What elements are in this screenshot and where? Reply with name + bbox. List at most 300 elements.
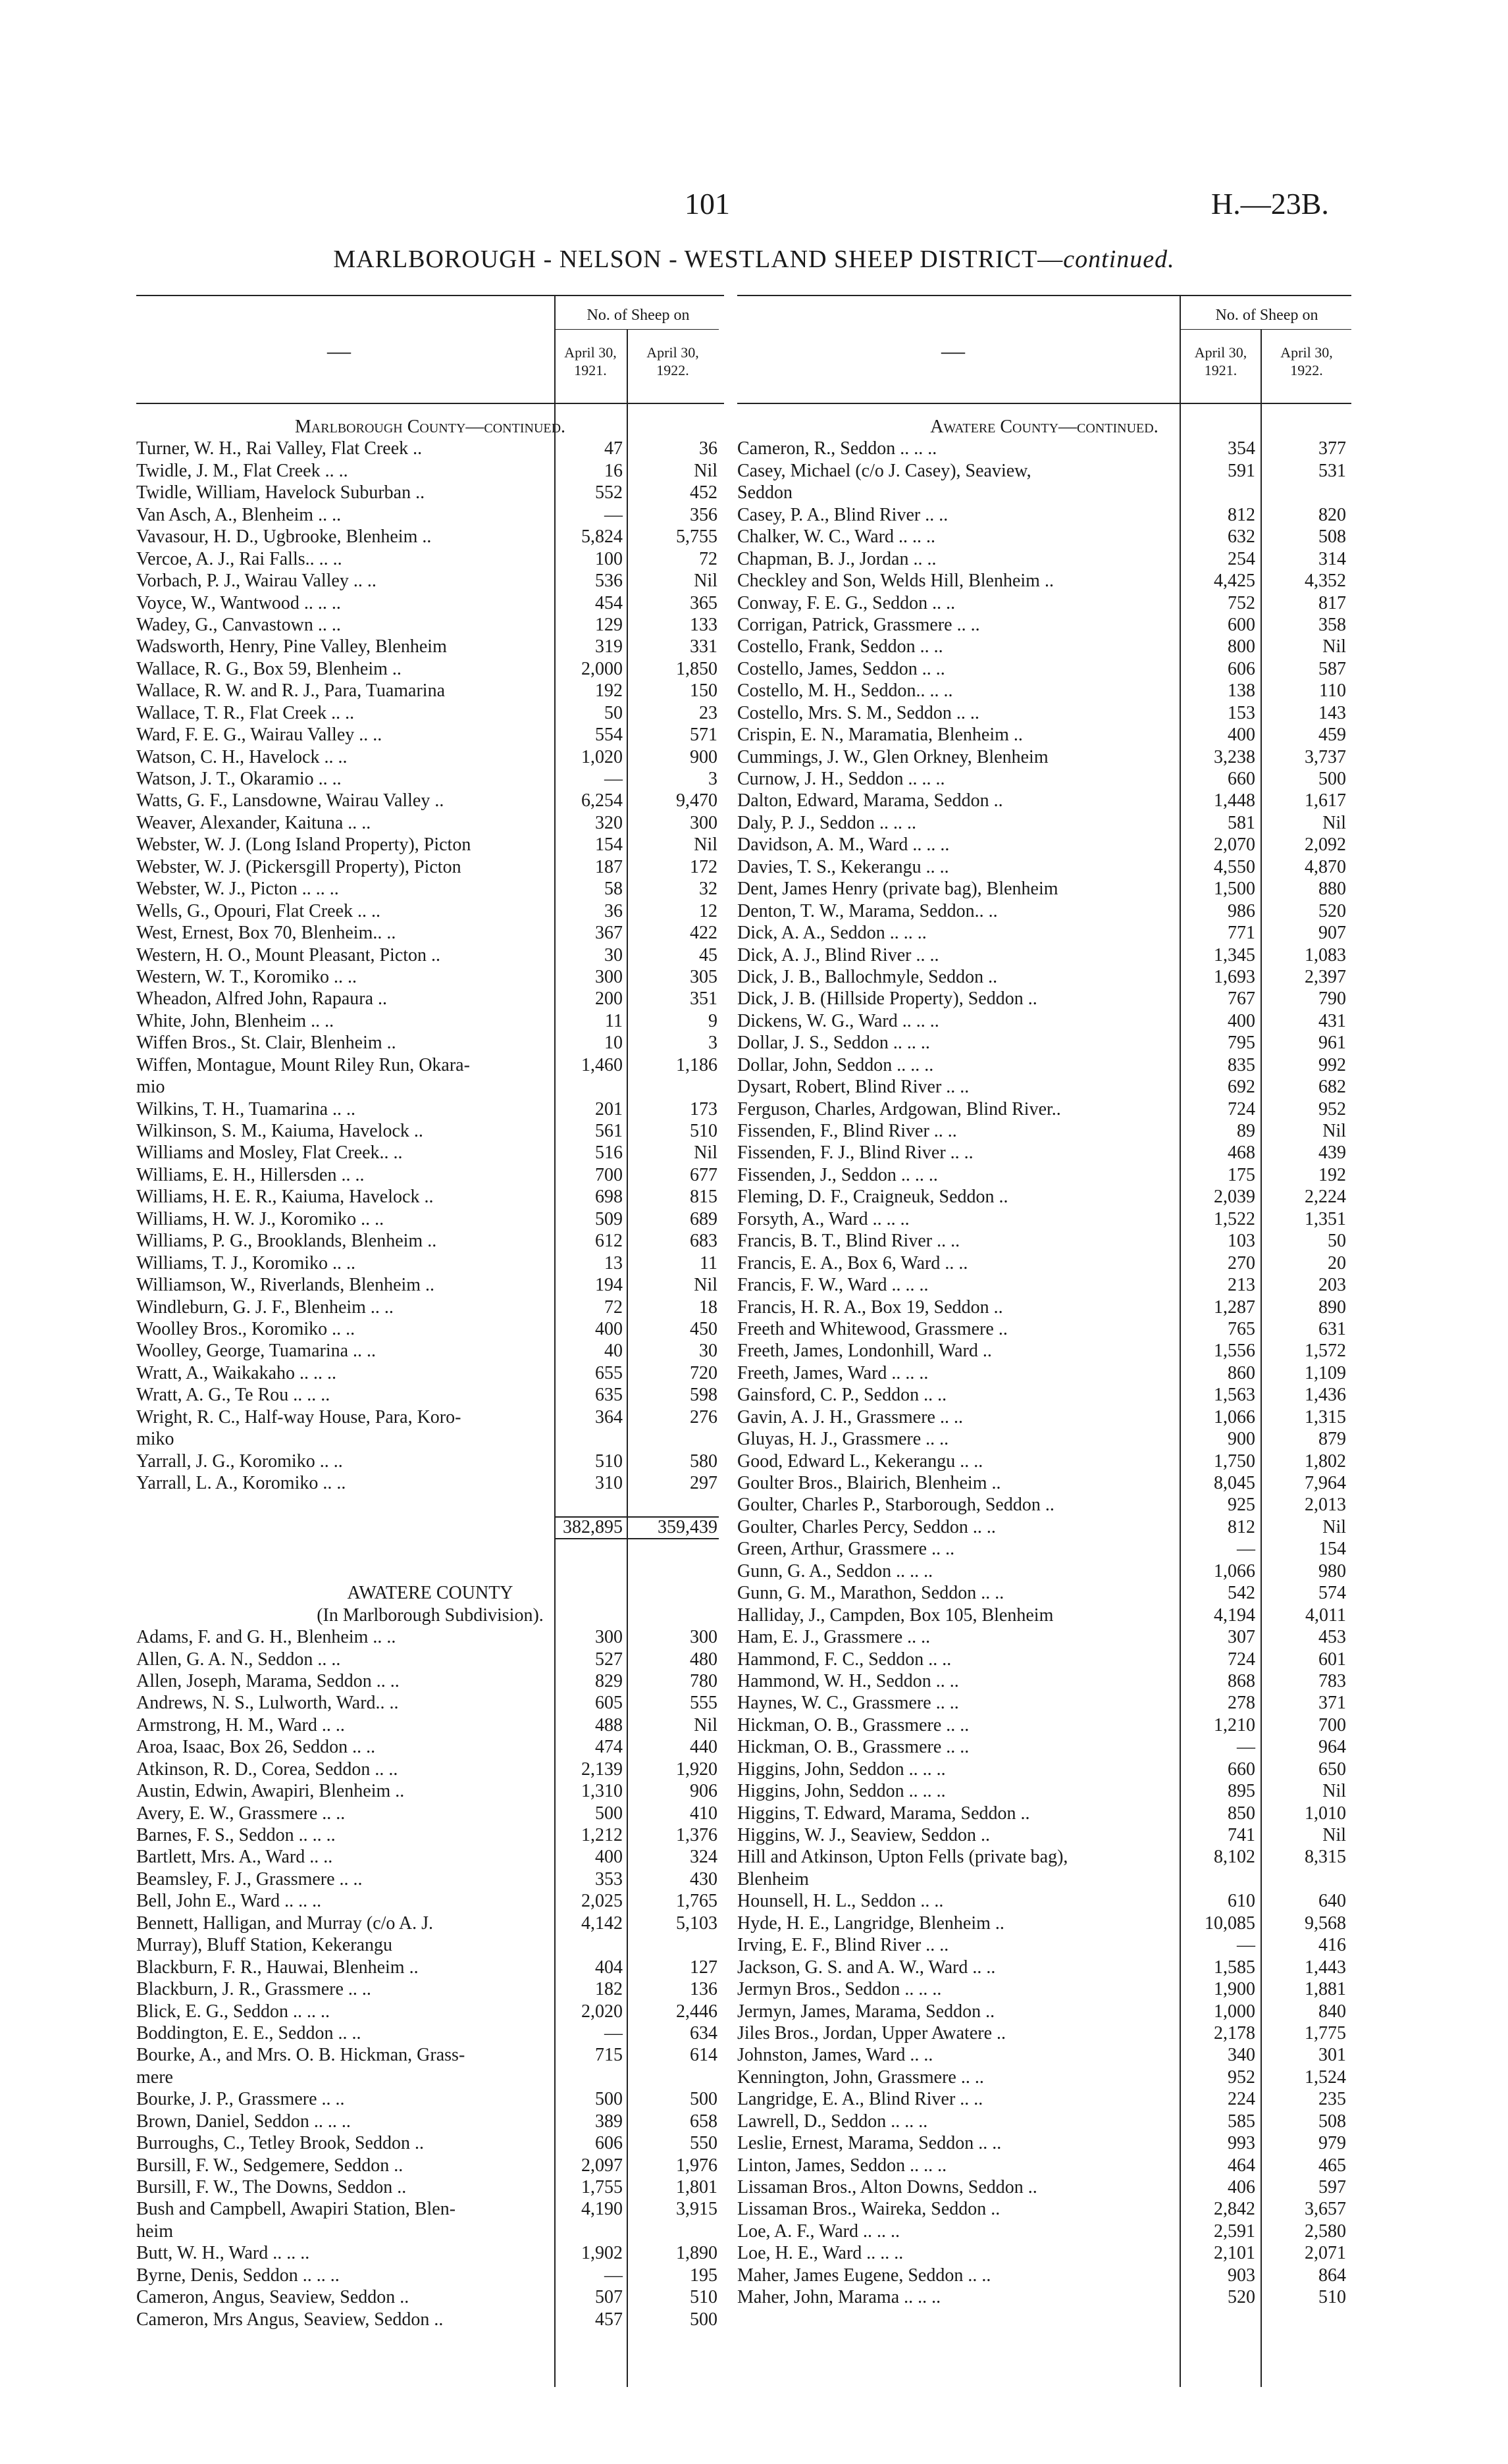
sheep-1921: 201 <box>595 1098 623 1119</box>
owner-name: Dickens, W. G., Ward .. .. .. <box>737 1010 939 1031</box>
table-row <box>136 570 724 592</box>
owner-name: Wheadon, Alfred John, Rapaura .. <box>136 988 387 1010</box>
table-row <box>737 1054 1351 1076</box>
owner-name: Gainsford, C. P., Seddon .. .. <box>737 1385 947 1406</box>
table-row <box>136 1626 724 1648</box>
left-table <box>136 295 724 2387</box>
table-row <box>136 1054 724 1076</box>
sheep-1921: 454 <box>595 592 623 613</box>
owner-name: Chapman, B. J., Jordan .. .. <box>737 548 937 569</box>
sheep-1922: 301 <box>1318 2045 1346 2066</box>
sheep-1921: 516 <box>595 1142 623 1164</box>
sheep-1922: 192 <box>1318 1164 1346 1185</box>
sheep-1921: 4,194 <box>1214 1604 1255 1626</box>
sheep-1921: 16 <box>604 460 623 481</box>
owner-name: Higgins, John, Seddon .. .. .. <box>737 1781 946 1802</box>
sheep-1921: 585 <box>1228 2111 1255 2132</box>
owner-name: Dollar, John, Seddon .. .. .. <box>737 1054 934 1075</box>
sheep-1922: 1,436 <box>1305 1385 1346 1406</box>
owner-name: Goulter, Charles Percy, Seddon .. .. <box>737 1516 996 1537</box>
sheep-1922: 906 <box>690 1781 717 1802</box>
sheep-1921: 400 <box>1228 725 1255 746</box>
table-row <box>136 966 724 988</box>
sheep-1921: 2,039 <box>1214 1187 1255 1208</box>
owner-name: Byrne, Denis, Seddon .. .. .. <box>136 2265 340 2286</box>
table-row <box>136 460 724 482</box>
owner-name: Hickman, O. B., Grassmere .. .. <box>737 1737 970 1758</box>
sheep-1921: 364 <box>595 1406 623 1427</box>
table-row <box>136 680 724 702</box>
sheep-1922: 510 <box>690 1121 717 1141</box>
sheep-1922: 1,351 <box>1305 1208 1346 1229</box>
sheep-1921: 6,254 <box>581 790 623 811</box>
owner-name: Austin, Edwin, Awapiri, Blenheim .. <box>136 1781 405 1802</box>
sheep-1921: 660 <box>1228 1758 1255 1780</box>
owner-name: Yarrall, J. G., Koromiko .. .. <box>136 1450 343 1472</box>
owner-name: Brown, Daniel, Seddon .. .. .. <box>136 2111 351 2132</box>
sheep-1921: 254 <box>1228 548 1255 569</box>
sheep-1922: 4,352 <box>1305 571 1346 592</box>
table-row <box>737 1494 1351 1516</box>
table-row <box>136 768 724 790</box>
sheep-1922: 1,617 <box>1305 790 1346 811</box>
table-row <box>737 812 1351 834</box>
table-row <box>136 2286 724 2308</box>
owner-name: Haynes, W. C., Grassmere .. .. <box>737 1693 959 1714</box>
table-row <box>737 1890 1351 1912</box>
table-row <box>737 1516 1351 1538</box>
sheep-1921: 1,900 <box>1214 1979 1255 2000</box>
owner-name: Hounsell, H. L., Seddon .. .. <box>737 1891 944 1912</box>
sheep-1921: 3,238 <box>1214 746 1255 767</box>
sheep-1921: 30 <box>604 944 623 965</box>
sheep-1921: 8,045 <box>1214 1473 1255 1493</box>
table-row <box>136 1450 724 1472</box>
sheep-1922: 410 <box>690 1803 717 1824</box>
sheep-1922: 11 <box>700 1252 717 1273</box>
sheep-1921: 1,310 <box>581 1781 623 1802</box>
table-row <box>737 658 1351 680</box>
sheep-1922: 195 <box>690 2265 717 2286</box>
table-row <box>737 1186 1351 1208</box>
sheep-1921: 895 <box>1228 1781 1255 1802</box>
table-row <box>136 988 724 1010</box>
owner-name: Woolley, George, Tuamarina .. .. <box>136 1341 377 1362</box>
sheep-1922: 531 <box>1318 460 1346 481</box>
sheep-1922: 136 <box>690 1979 717 2000</box>
table-row <box>136 1912 724 1934</box>
table-row <box>136 1560 724 1582</box>
table-row <box>737 1692 1351 1714</box>
sheep-1922: 32 <box>699 879 717 900</box>
table-row <box>136 1934 724 1956</box>
table-row <box>737 1318 1351 1340</box>
sheep-1921: 507 <box>595 2287 623 2308</box>
sheep-1921: 752 <box>1228 592 1255 613</box>
owner-name: Seddon <box>737 482 793 503</box>
sheep-1922: 510 <box>1318 2287 1346 2308</box>
table-row <box>737 1472 1351 1494</box>
owner-name: Leslie, Ernest, Marama, Seddon .. .. <box>737 2133 1002 2154</box>
sheep-1922: 815 <box>690 1187 717 1208</box>
sheep-1922: 900 <box>690 746 717 767</box>
table-row <box>136 1208 724 1230</box>
table-row <box>737 1120 1351 1142</box>
sheep-1921: 200 <box>595 988 623 1010</box>
sheep-1921: 457 <box>595 2309 623 2330</box>
sheep-1922: 150 <box>690 680 717 702</box>
owner-name: Freeth, James, Ward .. .. .. <box>737 1362 929 1383</box>
sheep-1921: 2,025 <box>581 1891 623 1912</box>
owner-name: Beamsley, F. J., Grassmere .. .. <box>136 1868 363 1889</box>
page-number: 101 <box>685 187 730 220</box>
table-row <box>737 482 1351 503</box>
sheep-1922: 480 <box>690 1649 717 1670</box>
table-row <box>737 1252 1351 1274</box>
name-column-header: — <box>941 338 965 364</box>
owner-name: Barnes, F. S., Seddon .. .. .. <box>136 1825 336 1845</box>
table-row <box>136 1538 724 1560</box>
sheep-1922: 8,315 <box>1305 1847 1346 1868</box>
sheep-1922: Nil <box>1322 1121 1346 1141</box>
table-row <box>136 1978 724 2000</box>
sheep-1922: 314 <box>1318 548 1346 569</box>
table-row <box>737 1758 1351 1780</box>
sheep-1922: 431 <box>1318 1010 1346 1031</box>
sheep-1921: 605 <box>595 1693 623 1714</box>
table-row <box>136 1120 724 1142</box>
owner-name: Gavin, A. J. H., Grassmere .. .. <box>737 1406 963 1427</box>
owner-name: Curnow, J. H., Seddon .. .. .. <box>737 769 945 789</box>
sheep-count-group-header: No. of Sheep on <box>1215 307 1318 324</box>
sheep-1922: 683 <box>690 1231 717 1252</box>
table-row <box>136 1758 724 1780</box>
table-row <box>136 1010 724 1032</box>
table-row <box>737 768 1351 790</box>
sheep-1922: 3,737 <box>1305 746 1346 767</box>
table-row <box>737 1010 1351 1032</box>
sheep-1922: 440 <box>690 1737 717 1758</box>
table-row <box>136 1076 724 1098</box>
sheep-1922: 23 <box>699 702 717 723</box>
sheep-1921: 925 <box>1228 1495 1255 1516</box>
sheep-1922: 9,568 <box>1305 1912 1346 1934</box>
sheep-1921: 900 <box>1228 1429 1255 1450</box>
sheep-1922: 979 <box>1318 2133 1346 2154</box>
sheep-1921: 2,178 <box>1214 2022 1255 2043</box>
sheep-1922: 1,010 <box>1305 1803 1346 1824</box>
owner-name: Yarrall, L. A., Koromiko .. .. <box>136 1473 346 1493</box>
table-row <box>737 1736 1351 1758</box>
column-divider <box>627 329 628 403</box>
sheep-1921: 89 <box>1237 1121 1255 1141</box>
sheep-1921: 36 <box>604 900 623 921</box>
sheep-1922: 820 <box>1318 504 1346 525</box>
sheep-1922: Nil <box>1322 1781 1346 1802</box>
owner-name: Woolley Bros., Koromiko .. .. <box>136 1318 355 1339</box>
table-row <box>737 790 1351 811</box>
table-row <box>737 1274 1351 1296</box>
table-row <box>737 2265 1351 2286</box>
sheep-1922: 700 <box>1318 1714 1346 1735</box>
section-heading <box>136 416 724 438</box>
table-row <box>737 988 1351 1010</box>
sheep-1922: 3 <box>708 769 717 789</box>
table-row <box>136 1736 724 1758</box>
sheep-1922: 36 <box>699 438 717 459</box>
sheep-1922: 3,915 <box>676 2199 717 2220</box>
owner-name: Hammond, W. H., Seddon .. .. <box>737 1670 959 1691</box>
owner-name: Blick, E. G., Seddon .. .. .. <box>136 2001 330 2022</box>
owner-name: Ferguson, Charles, Ardgowan, Blind River.. <box>737 1098 1061 1119</box>
sheep-1921: 367 <box>595 923 623 944</box>
table-row <box>737 1714 1351 1736</box>
owner-name: Watson, C. H., Havelock .. .. <box>136 746 348 767</box>
sheep-1922: 173 <box>690 1098 717 1119</box>
sheep-1921: 11 <box>605 1010 623 1031</box>
sheep-1921: 2,020 <box>581 2001 623 2022</box>
sheep-1922: 1,315 <box>1305 1406 1346 1427</box>
table-row <box>136 1890 724 1912</box>
sheep-1922: 416 <box>1318 1935 1346 1956</box>
owner-name: Francis, F. W., Ward .. .. .. <box>737 1275 929 1296</box>
table-row <box>737 1780 1351 1802</box>
sheep-1922: 614 <box>690 2045 717 2066</box>
owner-name: Fleming, D. F., Craigneuk, Seddon .. <box>737 1187 1008 1208</box>
sheep-1922: 597 <box>1318 2177 1346 2197</box>
table-row <box>136 1032 724 1054</box>
owner-name: Jermyn Bros., Seddon .. .. .. <box>737 1979 942 2000</box>
table-row <box>737 504 1351 526</box>
owner-name: Goulter Bros., Blairich, Blenheim .. <box>737 1473 1001 1493</box>
table-row <box>737 2220 1351 2242</box>
sheep-1922: 1,376 <box>676 1825 717 1845</box>
sheep-1921: 767 <box>1228 988 1255 1010</box>
col-1921-header: April 30, 1921. <box>564 344 617 378</box>
heading-text: Awatere County—continued. <box>930 417 1158 437</box>
table-row <box>737 614 1351 636</box>
sheep-1922: 2,397 <box>1305 966 1346 987</box>
owner-name: Fissenden, F. J., Blind River .. .. <box>737 1142 974 1164</box>
table-row <box>737 2111 1351 2132</box>
owner-name: Dalton, Edward, Marama, Seddon .. <box>737 790 1003 811</box>
sheep-1921: 10,085 <box>1205 1912 1255 1934</box>
owner-name: Dick, J. B., Ballochmyle, Seddon .. <box>737 966 998 987</box>
owner-name: Kennington, John, Grassmere .. .. <box>737 2066 984 2088</box>
right-table-header <box>737 295 1351 404</box>
owner-name: Wallace, R. W. and R. J., Para, Tuamarina <box>136 680 446 702</box>
sheep-1922: 1,881 <box>1305 1979 1346 2000</box>
table-row <box>136 1670 724 1692</box>
sheep-1922: 634 <box>690 2022 717 2043</box>
owner-name: Ham, E. J., Grassmere .. .. <box>737 1627 931 1648</box>
sheep-1921: 278 <box>1228 1693 1255 1714</box>
owner-name: Avery, E. W., Grassmere .. .. <box>136 1803 346 1824</box>
table-row <box>136 2155 724 2176</box>
table-row <box>737 2001 1351 2022</box>
sheep-1922: 18 <box>699 1296 717 1318</box>
owner-name: Twidle, J. M., Flat Creek .. .. <box>136 460 348 481</box>
owner-name: Wallace, R. G., Box 59, Blenheim .. <box>136 658 402 679</box>
owner-name: Vercoe, A. J., Rai Falls.. .. .. <box>136 548 342 569</box>
sheep-1921: 138 <box>1228 680 1255 702</box>
total-row <box>136 1516 724 1538</box>
sheep-1921: 986 <box>1228 900 1255 921</box>
owner-name: Crispin, E. N., Maramatia, Blenheim .. <box>737 725 1023 746</box>
sheep-1922: 1,083 <box>1305 944 1346 965</box>
table-row <box>136 2132 724 2154</box>
sheep-1922: 110 <box>1319 680 1346 702</box>
sheep-1922: 2,580 <box>1305 2220 1346 2242</box>
table-row <box>737 1560 1351 1582</box>
sheep-1921: 993 <box>1228 2133 1255 2154</box>
sheep-1921: 632 <box>1228 526 1255 548</box>
table-row <box>136 1296 724 1318</box>
sheep-1921: 2,097 <box>581 2155 623 2176</box>
col-1921-header: April 30, 1921. <box>1194 344 1247 378</box>
sheep-1921: 270 <box>1228 1252 1255 1273</box>
sheep-1922: 305 <box>690 966 717 987</box>
sheep-1921: 129 <box>595 614 623 635</box>
sheep-1921: 903 <box>1228 2265 1255 2286</box>
table-row <box>136 2088 724 2110</box>
left-table-header <box>136 295 724 404</box>
table-row <box>136 1472 724 1494</box>
table-row <box>136 1692 724 1714</box>
sheep-1921: 500 <box>595 2089 623 2110</box>
sheep-1922: 650 <box>1318 1758 1346 1780</box>
table-row <box>737 1032 1351 1054</box>
owner-name: Webster, W. J., Picton .. .. .. <box>136 879 339 900</box>
name-column-header: — <box>327 338 351 364</box>
sheep-1922: 3 <box>708 1033 717 1054</box>
sheep-1922: 4,870 <box>1305 856 1346 877</box>
table-row <box>737 1912 1351 1934</box>
table-row <box>737 1142 1351 1164</box>
column-divider <box>1261 329 1262 403</box>
table-row <box>136 944 724 966</box>
sheep-1921: 527 <box>595 1649 623 1670</box>
owner-name: Johnston, James, Ward .. .. <box>737 2045 933 2066</box>
table-row <box>136 1318 724 1340</box>
owner-name: Bourke, A., and Mrs. O. B. Hickman, Grass- <box>136 2045 465 2066</box>
sheep-1922: 1,850 <box>676 658 717 679</box>
county-heading <box>136 1604 724 1626</box>
sheep-1922: 1,524 <box>1305 2066 1346 2088</box>
sheep-1922: 1,976 <box>676 2155 717 2176</box>
sheep-1921: 307 <box>1228 1627 1255 1648</box>
sheep-1922: 235 <box>1318 2089 1346 2110</box>
owner-name: Bell, John E., Ward .. .. .. <box>136 1891 322 1912</box>
sheep-1921: 474 <box>595 1737 623 1758</box>
table-row <box>737 1824 1351 1846</box>
owner-name: Cummings, J. W., Glen Orkney, Blenheim <box>737 746 1049 767</box>
sheep-1921: 320 <box>595 812 623 833</box>
sheep-1922: 351 <box>690 988 717 1010</box>
table-row <box>136 1252 724 1274</box>
sheep-1921: 389 <box>595 2111 623 2132</box>
sheep-1922: 133 <box>690 614 717 635</box>
table-row <box>136 1340 724 1362</box>
table-row <box>737 2176 1351 2198</box>
table-row <box>136 1649 724 1670</box>
sheep-1922: 1,920 <box>676 1758 717 1780</box>
table-row <box>136 702 724 724</box>
total-rule <box>554 1516 719 1518</box>
sheep-1922: 1,801 <box>676 2177 717 2197</box>
owner-name: Forsyth, A., Ward .. .. .. <box>737 1208 910 1229</box>
table-row <box>737 636 1351 657</box>
owner-name: Allen, Joseph, Marama, Seddon .. .. <box>136 1670 400 1691</box>
sheep-1921: 1,693 <box>1214 966 1255 987</box>
sheep-1922: 450 <box>690 1318 717 1339</box>
table-row <box>136 1098 724 1120</box>
table-row <box>136 1714 724 1736</box>
table-row <box>737 1649 1351 1670</box>
sheep-1921: 153 <box>1228 702 1255 723</box>
table-row <box>737 878 1351 900</box>
sheep-1921: 2,139 <box>581 1758 623 1780</box>
owner-name: West, Ernest, Box 70, Blenheim.. .. <box>136 923 396 944</box>
sheep-1922: 510 <box>690 2287 717 2308</box>
owner-name: Williams, H. W. J., Koromiko .. .. <box>136 1208 384 1229</box>
table-row <box>737 592 1351 614</box>
sheep-1921: 606 <box>595 2133 623 2154</box>
column-divider <box>554 296 556 403</box>
owner-name: Gunn, G. M., Marathon, Seddon .. .. <box>737 1583 1004 1604</box>
sheep-1921: 2,591 <box>1214 2220 1255 2242</box>
owner-name: Webster, W. J. (Long Island Property), Picton <box>136 834 471 856</box>
title-main: MARLBOROUGH - NELSON - WESTLAND SHEEP DISTRICT— <box>333 245 1064 273</box>
sheep-1921: 192 <box>595 680 623 702</box>
sheep-1921: 1,563 <box>1214 1385 1255 1406</box>
owner-name: Murray), Bluff Station, Kekerangu <box>136 1935 393 1956</box>
sheep-1922: 571 <box>690 725 717 746</box>
sheep-1921: — <box>604 769 623 789</box>
sheep-1922: 601 <box>1318 1649 1346 1670</box>
table-row <box>136 592 724 614</box>
sheep-1921: 660 <box>1228 769 1255 789</box>
owner-name: Watts, G. F., Lansdowne, Wairau Valley .. <box>136 790 444 811</box>
owner-name: Williams, T. J., Koromiko .. .. <box>136 1252 356 1273</box>
owner-name: Vorbach, P. J., Wairau Valley .. .. <box>136 571 377 592</box>
owner-name: Andrews, N. S., Lulworth, Ward.. .. <box>136 1693 399 1714</box>
table-row <box>136 878 724 900</box>
sheep-1922: 331 <box>690 636 717 657</box>
sheep-1922: 45 <box>699 944 717 965</box>
sheep-1921: 1,902 <box>581 2243 623 2264</box>
sheep-1922: Nil <box>1322 1825 1346 1845</box>
table-row <box>737 1098 1351 1120</box>
sheep-1922: 864 <box>1318 2265 1346 2286</box>
owner-name: Chalker, W. C., Ward .. .. .. <box>737 526 935 548</box>
owner-name: Webster, W. J. (Pickersgill Property), Picton <box>136 856 461 877</box>
sheep-1922: 500 <box>690 2089 717 2110</box>
owner-name: Conway, F. E. G., Seddon .. .. <box>737 592 956 613</box>
sheep-1921: 509 <box>595 1208 623 1229</box>
table-row <box>737 2155 1351 2176</box>
sheep-1921: 812 <box>1228 1516 1255 1537</box>
sheep-1922: 2,071 <box>1305 2243 1346 2264</box>
heading-text: (In Marlborough Subdivision). <box>317 1604 544 1626</box>
sheep-1922: 677 <box>690 1164 717 1185</box>
owner-name: Dollar, J. S., Seddon .. .. .. <box>737 1033 930 1054</box>
owner-name: Fissenden, F., Blind River .. .. <box>737 1121 957 1141</box>
sheep-1922: 880 <box>1318 879 1346 900</box>
table-row <box>136 1428 724 1450</box>
owner-name: Freeth, James, Londonhill, Ward .. <box>737 1341 992 1362</box>
owner-name: Bourke, J. P., Grassmere .. .. <box>136 2089 345 2110</box>
